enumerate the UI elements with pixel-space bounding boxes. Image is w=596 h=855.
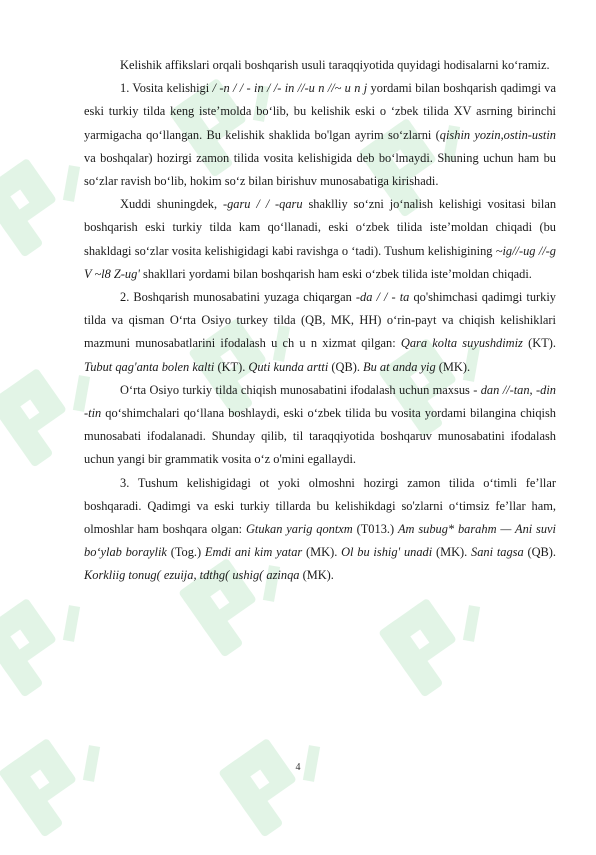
italic-run: Tubut qag'anta bolen kalti (84, 359, 215, 374)
text-run: Kelishik affikslari orqali boshqarish usuli taraqqiyotida quyidagi hodisalarni ko‘ramiz. (120, 58, 550, 72)
text-run: shaklliy so‘zni jo‘nalish kelishigi vositasi bilan boshqarish eski turkiy tilda kam qo‘llanadi, eski o‘zbek tilida iste’moldan chiqadi (bu shakldagi so‘zlar vosita kelishigidagi kabi ravishga o ‘tadi). Tushum kelishigining (84, 197, 557, 258)
text-run: va boshqalar) hozirgi zamon tilida vosita kelishigida deb bo‘lmaydi. Shuning uchun ham bu so‘zlar ravish bo‘lib, hokim so‘z bilan birishuv munosabatiga kirishadi. (84, 150, 556, 189)
paragraph (84, 54, 556, 77)
text-run: Xuddi shuningdek, (120, 197, 223, 212)
stamp-logo-icon (0, 700, 130, 850)
italic-run: Bu at anda yig (363, 359, 436, 374)
text-run: (KT). (214, 359, 249, 374)
text-run: shakllari yordami bilan boshqarish ham eski o‘zbek tilida iste’moldan chiqadi. (139, 266, 532, 281)
italic-run: Emdi ani kim yatar (204, 545, 303, 560)
text-run: qo‘shimchalari qo‘llana boshlaydi, eski o‘zbek tilida bu vosita yordami bilangina chiqish munosabati ifodalanadi. Shunday qilib, til taraqqiyotida boshqaruv munosabatini ifodalash uchun yangi bir grammatik vosita o‘z o'mini egallaydi. (84, 406, 556, 467)
text-run: (MK). (432, 545, 472, 560)
text-run: yordami bilan boshqarish qadimgi va eski turkiy tilda keng iste’molda bo‘lib, bu kelishik eski o ‘zbek tilida XV asrning birinchi yarmigacha qo‘llangan. Bu kelishik shaklida bo'lgan ayrim so‘zlarni ( (84, 81, 556, 142)
italic-run: qishin yozin,ostin-ustin (439, 127, 556, 142)
page-number: 4 (295, 762, 301, 773)
document-body (84, 54, 556, 588)
text-run: qo'shimchasi qadimgi turkiy tilda va qisman O‘rta Osiyo turkey tilda (QB, MK, HH) o‘rin-payt va chiqish kelishiklari mazmuni munosabatlarini ifodalash u ch u n xizmat qilgan: (84, 290, 556, 351)
italic-run: -garu / / -qaru (222, 197, 303, 212)
text-run: (QB). (523, 545, 557, 560)
paragraph (84, 193, 556, 286)
italic-run: - dan //-tan, -din -tin (84, 382, 556, 421)
stamp-logo-icon (200, 700, 350, 850)
text-run: (T013.) (352, 522, 398, 537)
text-run: (MK). (435, 359, 471, 374)
text-run: (Tog.) (166, 545, 205, 560)
text-run: (KT). (522, 336, 556, 351)
paragraph (84, 286, 556, 379)
text-run: (QB). (328, 359, 364, 374)
italic-run: Korkliig tonug( ezuija, tdthg( ushig( azinqa (84, 568, 300, 583)
text-run: 2. Boshqarish munosabatini yuzaga chiqargan (120, 290, 356, 305)
text-run: O‘rta Osiyo turkiy tilda chiqish munosabatini ifodalash uchun maxsus (120, 382, 474, 397)
text-run: (MK). (302, 545, 342, 560)
paragraph (84, 77, 556, 193)
paragraph (84, 379, 556, 472)
italic-run: -da / / - ta (355, 290, 410, 305)
italic-run: Am subug* barahm — Ani suvi bo‘ylab boraylik (84, 522, 557, 560)
text-run: 3. Tushum kelishigidagi ot yoki olmoshni hozirgi zamon tilida o‘timli fe’llar boshqaradi. Qadimgi va eski turkiy tillarda bu kelishikdagi so'zlarni o‘timsiz fe’llar ham, olmoshlar ham boshqara olgan: (84, 475, 556, 537)
text-run: 1. Vosita kelishigi (120, 81, 213, 96)
italic-run: Gtukan yarig qontxm (245, 522, 353, 537)
italic-run: Ol bu ishig' unadi (341, 545, 433, 560)
paragraph (84, 472, 556, 588)
italic-run: Sani tagsa (471, 545, 524, 560)
text-run: (MK). (299, 568, 334, 583)
italic-run: Qara kolta suyushdimiz (400, 336, 523, 351)
italic-run: Quti kunda artti (248, 359, 329, 374)
italic-run: / -n / / - in / /- in //-u n //~ u n j (212, 81, 368, 96)
italic-run: ~ig//-ug //-g V ~l8 Z-ug' (84, 243, 556, 281)
